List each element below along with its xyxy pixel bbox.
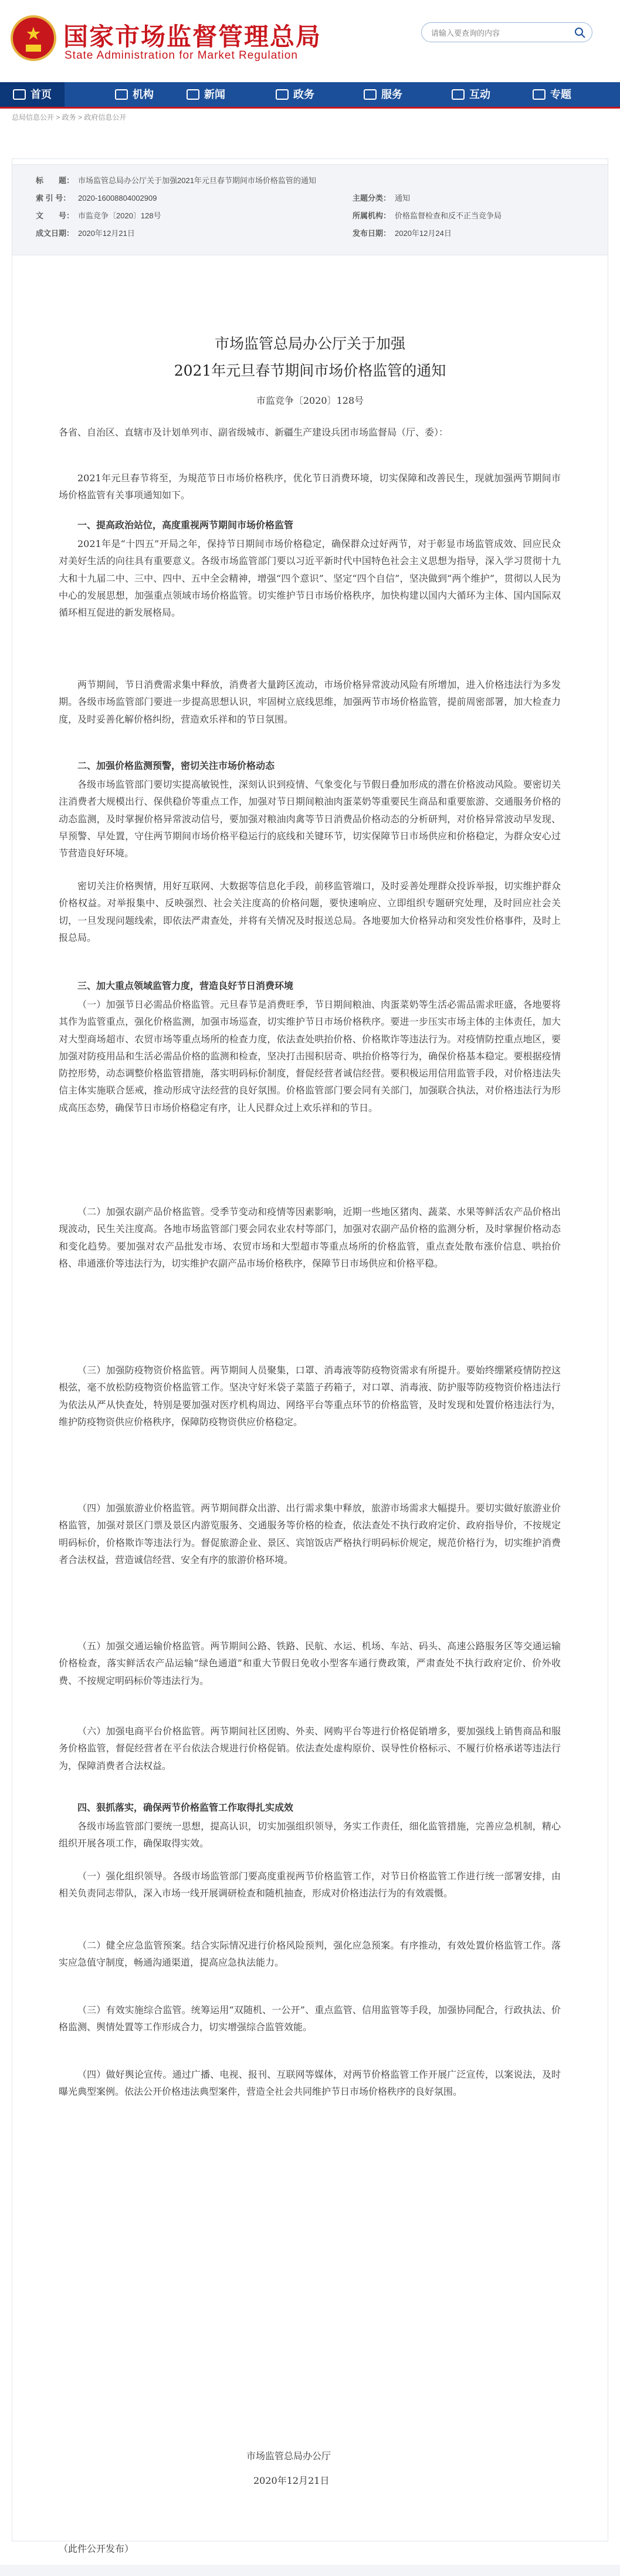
meta-title: 市场监管总局办公厅关于加强2021年元旦春节期间市场价格监管的通知	[78, 176, 316, 185]
nav-item-agency[interactable]: 机构	[115, 82, 154, 107]
topics-icon	[533, 89, 546, 100]
meta-created-row: 成文日期： 2020年12月21日	[36, 229, 135, 238]
footer-note: （此件公开发布）	[59, 2543, 134, 2554]
meta-title-row: 标 题： 市场监管总局办公厅关于加强2021年元旦春节期间市场价格监管的通知	[36, 176, 316, 185]
intro-paragraph: 2021年元旦春节将至，为規范节日市场价格秩序，优化节日消费环境，切实保障和改善民生，现就加强两节期间市场价格监管有关事项通知如下。	[59, 472, 561, 501]
section-heading-3: 三、加大重点领域监管力度，营造良好节日消费环境	[77, 980, 294, 991]
meta-docno: 市监竞争〔2020〕128号	[78, 211, 161, 220]
meta-pub: 2020年12月24日	[395, 229, 452, 238]
main-nav	[0, 82, 620, 107]
section3-item-3: （三）加强防疫物资价格监管。两节期间人员聚集，口罩、消毒液等防疫物资需求有所提升。要始终绷紧疫情防控这根弦，毫不放松防疫物资价格监管工作。坚决守好米袋子菜篮子药箱子，对口罩、消毒液、防护服等防疫物资价格违法行为依法从严从快查处，特别是要加强对医疗机构周边、网络平台等重点环节的价格监管，及时发现和处置价格违法行为，维护防疫物资供应价格秩序，保障防疫物资供应价格稳定。	[59, 1365, 561, 1427]
national-emblem-icon: ★	[11, 15, 56, 61]
section4-item-4: （四）做好舆论宣传。通过广播、电视、报刊、互联网等媒体，对两节价格监管工作开展广泛宣传，以案说法，及时曝光典型案例。依法公开价格违法典型案件，营造全社会共同维护节日市场价格秩序的良好氛围。	[59, 2069, 561, 2098]
site-title[interactable]: 国家市场监督管理总局	[63, 22, 322, 51]
meta-pub-row: 发布日期： 2020年12月24日	[353, 229, 452, 238]
section4-item-2: （二）健全应急监管预案。结合实际情况进行价格风险预判，强化应急预案。有序推动，有效处置价格监管工作。落实应急值守制度，畅通沟通渠道，提高应急执法能力。	[59, 1940, 561, 1969]
signature: 市场监管总局办公厅	[246, 2450, 331, 2462]
doc-meta-box	[12, 164, 608, 255]
meta-created: 2020年12月21日	[78, 229, 135, 238]
news-icon	[187, 89, 199, 100]
search-icon[interactable]	[574, 27, 586, 39]
section1-paragraph-2: 两节期间，节日消费需求集中释放，消费者大量跨区流动，市场价格异常波动风险有所增加，进入价格违法行为多发期。各级市场监管部门要进一步提高思想认识，牢固树立底线思维，加强两节市场价格监管，提前周密部署，加大检查力度，及时妥善化解价格纠纷，营造欢乐祥和的节日氛围。	[59, 679, 561, 725]
page-bottom-bar	[0, 2565, 620, 2576]
section3-item-5: （五）加强交通运输价格监管。两节期间公路、铁路、民航、水运、机场、车站、码头、高速公路服务区等交通运输价格检查，落实鲜活农产品运输“绿色通道”和重大节假日免收小型客车通行费政策，严肃查处不执行政府定价、价外收费、不按规定明码标价等违法行为。	[59, 1640, 561, 1686]
section-heading-2: 二、加强价格监测预警，密切关注市场价格动态	[77, 760, 275, 771]
section-heading-4: 四、狠抓落实，确保两节价格监管工作取得扎实成效	[77, 1802, 294, 1813]
article-docno: 市监竞争〔2020〕128号	[256, 395, 364, 406]
section1-paragraph-1: 2021年是“十四五”开局之年，保持节日期间市场价格稳定，确保群众过好两节，对于彰显市场监管成效、回应民众对美好生活的向往具有重要意义。各级市场监管部门要以习近平新时代中国特色社会主义思想为指导，深入学习贯彻十九大和十九届二中、三中、四中、五中全会精神，增强“四个意识”、坚定“四个自信”，坚决做到“两个维护”，贯彻以人民为中心的发展思想，加强重点领域市场价格监管。切实维护节日市场价格秩序，加快构建以国内大循环为主体、国内国际双循环相互促进的新发展格局。	[59, 538, 561, 619]
meta-org-row: 所属机构： 价格监督检查和反不正当竞争局	[353, 211, 502, 220]
section3-item-6: （六）加强电商平台价格监管。两节期间社区团购、外卖、网购平台等进行价格促销增多，要加强线上销售商品和服务价格监管，督促经营者在平台依法合规进行价格促销。依法查处虚构原价、误导性价格标示、不履行价格承诺等违法行为，保障消费者合法权益。	[59, 1726, 561, 1771]
nav-item-news[interactable]: 新闻	[187, 82, 225, 107]
article-title-line2: 2021年元旦春节期间市场价格监管的通知	[174, 362, 446, 379]
section3-item-2: （二）加强农副产品价格监管。受季节变动和疫情等因素影响，近期一些地区猪肉、蔬菜、水果等鲜活农产品价格出现波动，民生关注度高。各地市场监管部门要会同农业农村等部门，加强对农副产品价格的监测分析，及时掌握价格动态和变化趋势。要加强对农产品批发市场、农贸市场和大型超市等重点场所的价格监管，重点查处散布涨价信息、哄抬价格、串通涨价等违法行为，切实维护农副产品市场价格秩序，保障节日市场供应和价格平稳。	[59, 1206, 561, 1269]
section3-item-1: （一）加强节日必需品价格监管。元旦春节是消费旺季，节日期间粮油、肉蛋菜奶等生活必需品需求旺盛，各地要将其作为监管重点，强化价格监测，加强市场巡查，切实维护节日市场价格秩序。要进一步压实市场主体的主体责任，加大对大型商场超市、农贸市场等重点场所的检查力度，依法查处哄抬价格、价格欺诈等违法行为。对疫情防控重点地区，要加强对防疫用品和生活必需品价格的监测和检查，坚决打击囤积居奇、哄抬价格等行为，确保价格基本稳定。要根据疫情防控形势，动态调整价格监管措施，落实明码标价制度，督促经营者诚信经营。要积极运用信用监管手段，对价格违法失信主体实施联合惩戒，推动形成守法经营的良好氛围。价格监管部门要会同有关部门，加强联合执法，对价格违法行为形成高压态势，确保节日市场价格稳定有序，让人民群众过上欢乐祥和的节日。	[59, 999, 561, 1113]
section2-paragraph-1: 各级市场监管部门要切实提高敏锐性，深刻认识到疫情、气象变化与节假日叠加形成的潜在价格波动风险。要密切关注消费者大规模出行、保供稳价等重点工作，加强对节日期间粮油肉蛋菜奶等重要民生商品和重要旅游、交通服务价格的动态监测，及时掌握价格异常波动信号，要加强对粮油肉禽等节日消费品价格动态的分析研判，对价格异常波动早发现、早预警、早处置，守住两节期间市场价格平稳运行的底线和关键环节，切实保障节日市场供应和价格稳定，为群众安心过节营造良好环境。	[59, 779, 561, 859]
breadcrumb[interactable]: 总局信息公开 > 政务 > 政府信息公开	[12, 113, 127, 121]
meta-org: 价格监督检查和反不正当竞争局	[395, 211, 502, 220]
meta-docno-row: 文 号： 市监竞争〔2020〕128号	[36, 211, 161, 220]
section4-item-3: （三）有效实施综合监管。统筹运用“双随机、一公开”、重点监管、信用监管等手段，加强协同配合，行政执法、价格监测、舆情处置等工作形成合力，切实增强综合监管效能。	[59, 2004, 561, 2033]
content-panel	[12, 158, 608, 2541]
meta-category: 通知	[395, 194, 411, 202]
section2-paragraph-2: 密切关注价格舆情，用好互联网、大数据等信息化手段，前移监管端口，及时妥善处理群众投诉举报，切实维护群众价格权益。对举报集中、反映强烈、社会关注度高的价格问题，要快速响应、立即组织专题研究处理，及时回应社会关切，一旦发现问题线索，即依法严肃查处，并将有关情况及时报送总局。各地要加大价格异动和突发性价格事件，及时上报总局。	[59, 880, 561, 943]
section-heading-1: 一、提高政治站位，高度重视两节期间市场价格监管	[77, 519, 294, 531]
building-icon	[115, 89, 128, 100]
meta-index: 2020-16008804002909	[78, 194, 157, 202]
section3-item-4: （四）加强旅游业价格监管。两节期间群众出游、出行需求集中释放，旅游市场需求大幅提升。要切实做好旅游业价格监管，加强对景区门票及景区内游览服务、交通服务等价格的检查，依法查处不执行政府定价、政府指导价，不按规定明码标价，价格欺诈等违法行为。督促旅游企业、景区、宾馆饭店严格执行明码标价规定，规范价格行为，切实维护消费者合法权益，营造诚信经营、安全有序的旅游价格环境。	[59, 1503, 561, 1565]
meta-index-row: 索 引 号： 2020-16008804002909	[36, 194, 157, 202]
nav-item-home[interactable]: 首页	[0, 82, 65, 107]
interaction-icon	[452, 89, 465, 100]
site-header	[0, 0, 620, 82]
nav-divider	[0, 107, 620, 109]
section4-item-1: （一）强化组织领导。各级市场监管部门要高度重视两节价格监管工作，对节日价格监管工作进行统一部署安排，由相关负责同志带队，深入市场一线开展调研检查和随机抽查，形成对价格违法行为的有效震慑。	[59, 1871, 561, 1899]
signature-date: 2020年12月21日	[253, 2475, 330, 2486]
service-icon	[364, 89, 377, 100]
meta-category-row: 主题分类： 通知	[353, 194, 411, 202]
section4-paragraph-1: 各级市场监管部门要统一思想，提高认识，切实加强组织领导，务实工作责任，细化监管措施，完善应急机制，精心组织开展各项工作，确保取得实效。	[59, 1821, 561, 1849]
addressee: 各省、自治区、直辖市及计划单列市、副省级城市、新疆生产建设兵团市场监督局（厅、委）：	[59, 427, 449, 438]
article-title-line1: 市场监管总局办公厅关于加强	[214, 335, 405, 352]
search-box	[421, 22, 592, 42]
nav-item-interaction[interactable]: 互动	[452, 82, 490, 107]
nav-item-affairs[interactable]: 政务	[276, 82, 314, 107]
nav-item-service[interactable]: 服务	[364, 82, 402, 107]
home-icon	[13, 89, 26, 100]
affairs-icon	[276, 89, 289, 100]
search-input[interactable]	[431, 26, 572, 39]
site-subtitle: State Administration for Market Regulation	[65, 49, 298, 62]
nav-item-topics[interactable]: 专题	[533, 82, 571, 107]
